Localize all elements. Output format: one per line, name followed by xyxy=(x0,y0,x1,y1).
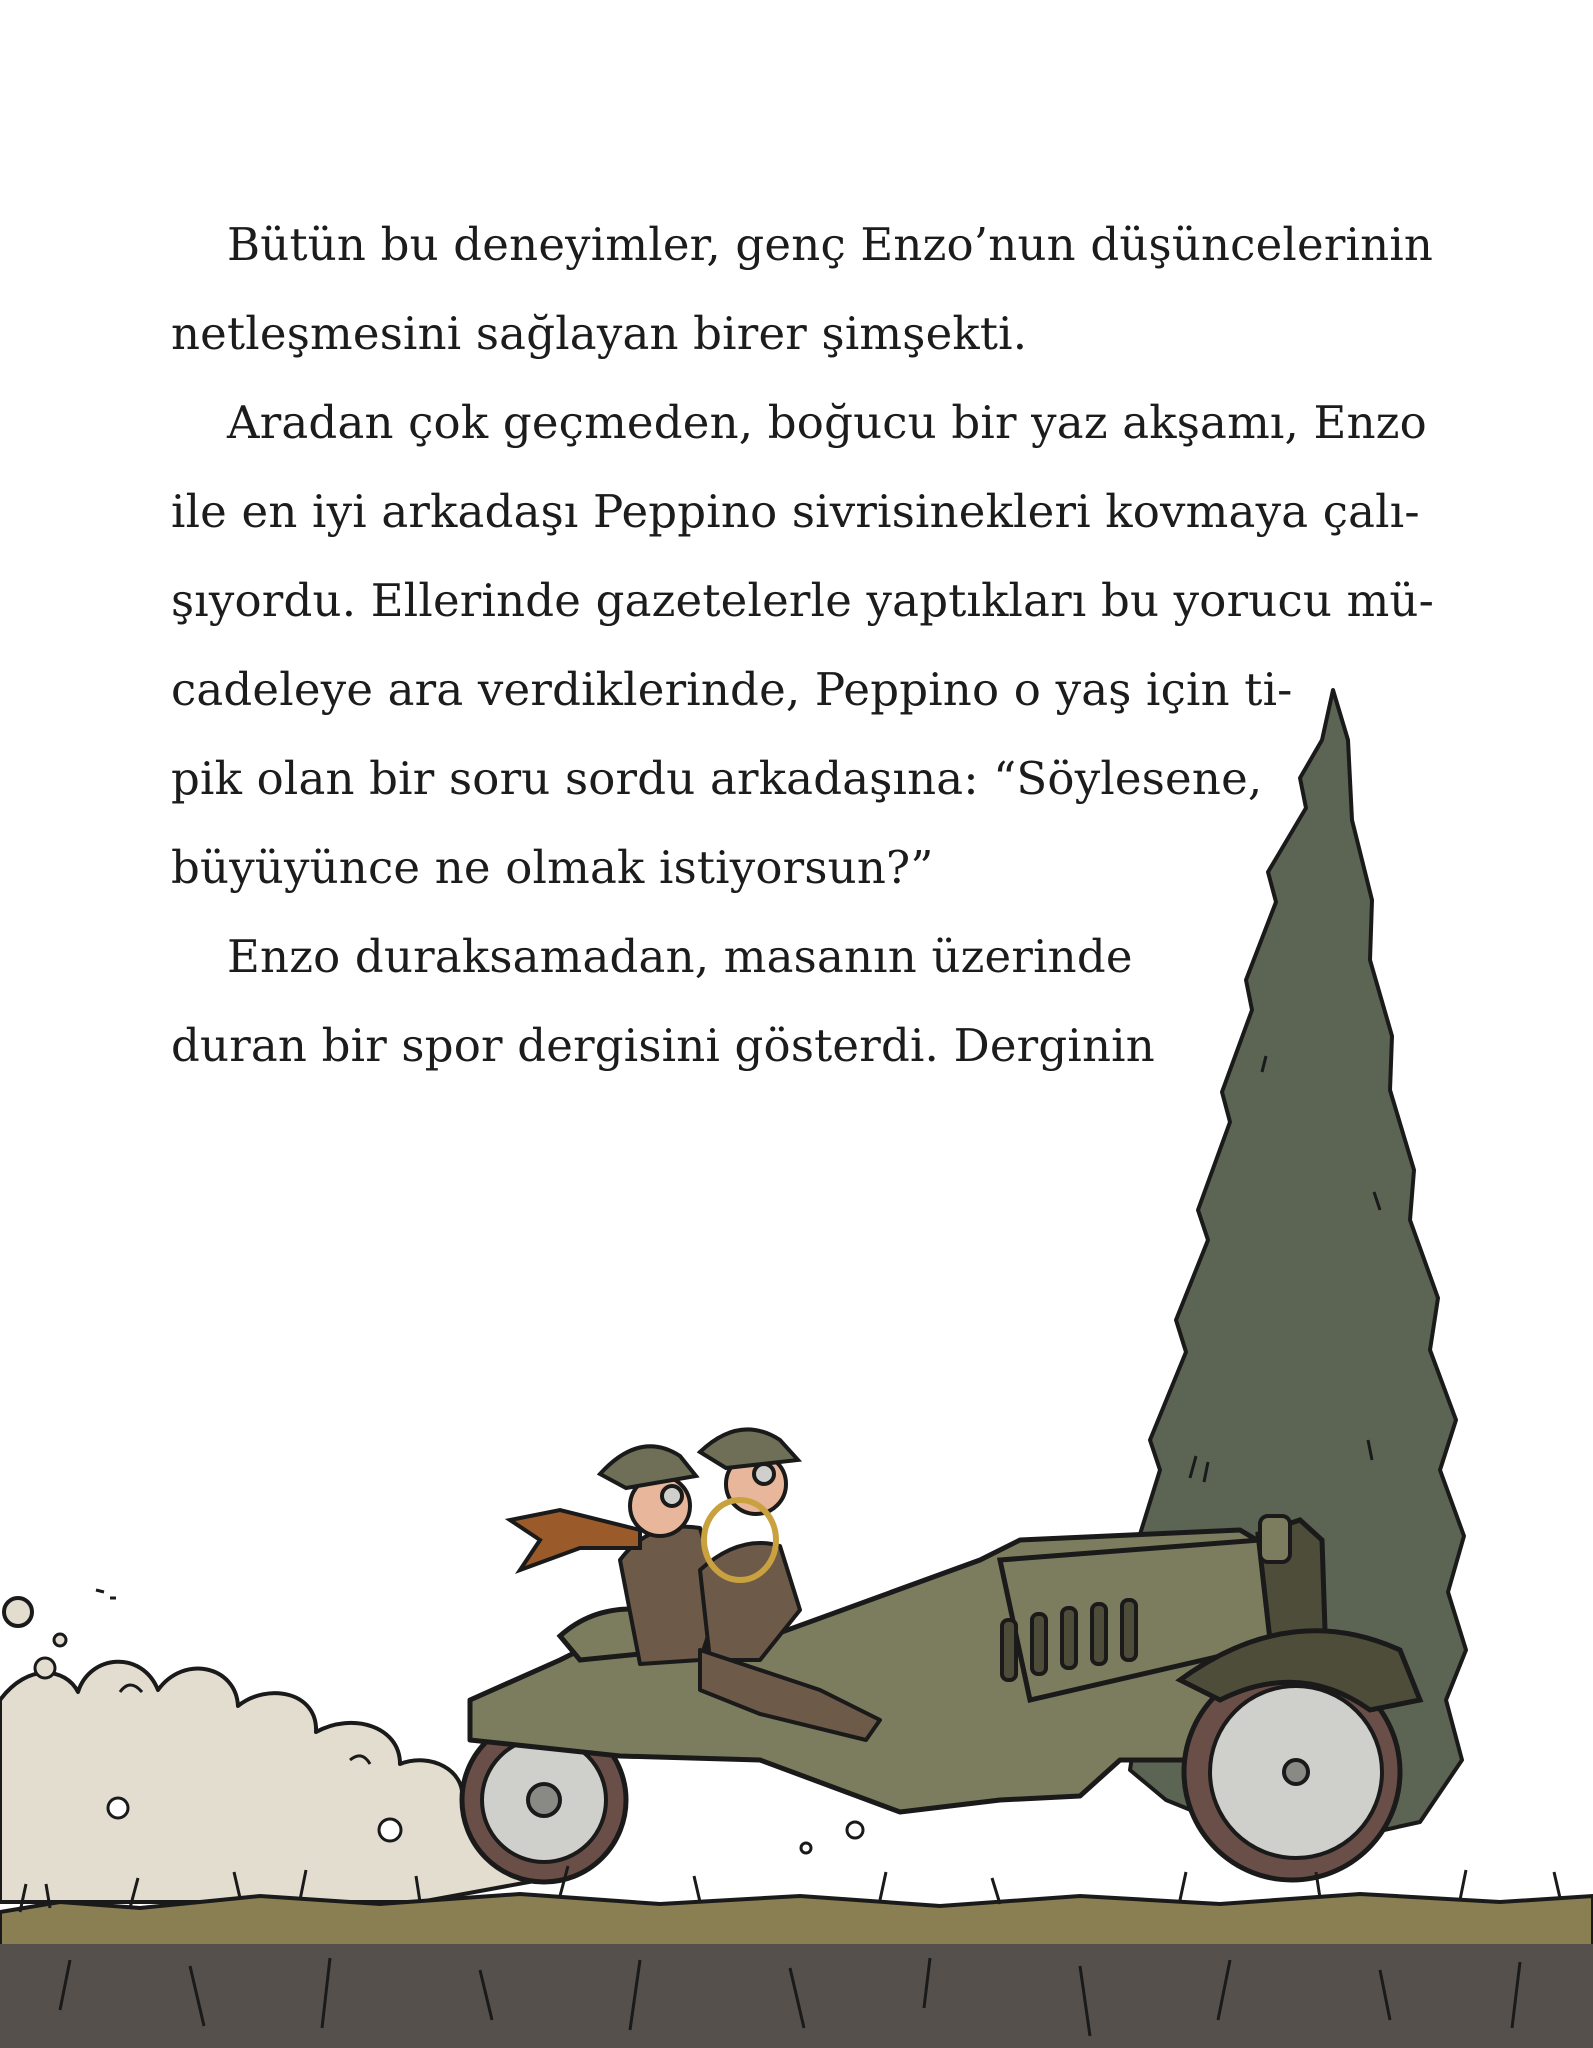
text-line: Bütün bu deneyimler, genç Enzo’nun düşüncelerinin xyxy=(227,218,1434,271)
ground-icon xyxy=(0,1866,1593,2048)
text-line: netleşmesini sağlayan birer şimşekti. xyxy=(171,307,1028,360)
text-line: Enzo duraksamadan, masanın üzerinde xyxy=(227,930,1133,983)
text-line: cadeleye ara verdiklerinde, Peppino o yaş için ti- xyxy=(171,663,1293,716)
text-line: Aradan çok geçmeden, boğucu bir yaz akşamı, Enzo xyxy=(227,396,1427,449)
text-line: duran bir spor dergisini gösterdi. Derginin xyxy=(171,1019,1155,1072)
text-line: ile en iyi arkadaşı Peppino sivrisinekleri kovmaya çalı- xyxy=(171,485,1420,538)
text-line: büyüyünce ne olmak istiyorsun?” xyxy=(171,841,934,894)
text-line: pik olan bir soru sordu arkadaşına: “Söylesene, xyxy=(171,752,1263,805)
race-car-illustration xyxy=(0,680,1593,2048)
text-line: şıyordu. Ellerinde gazetelerle yaptıkları bu yorucu mü- xyxy=(171,574,1435,627)
